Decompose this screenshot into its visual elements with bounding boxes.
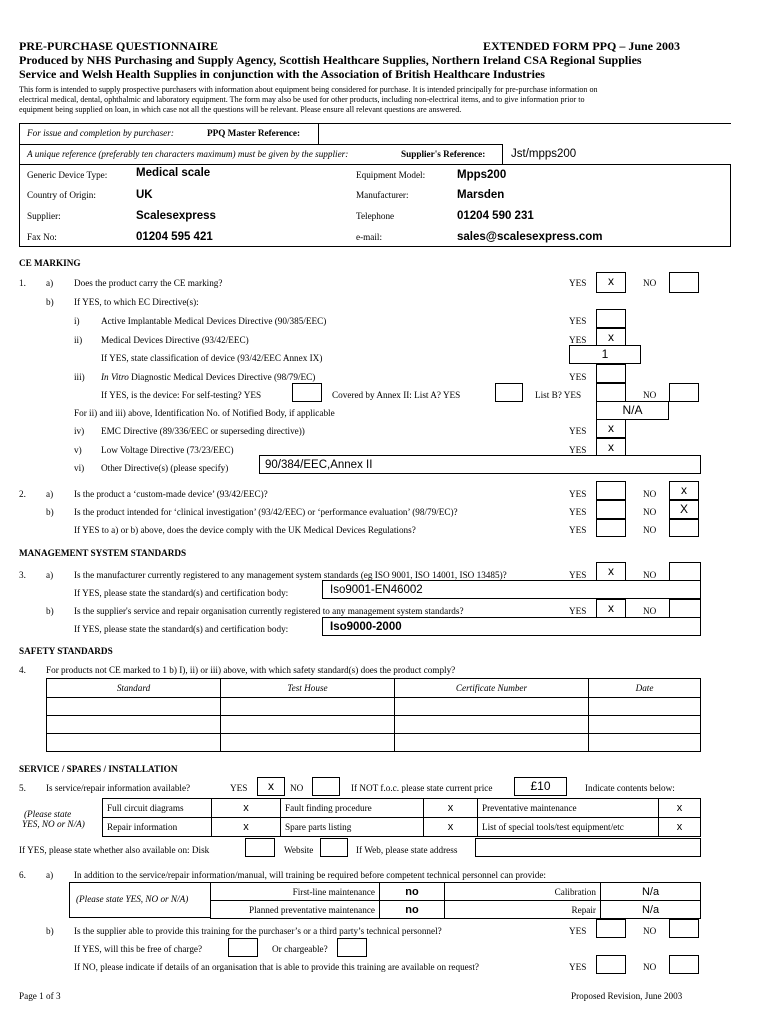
- training-table: [210, 882, 701, 919]
- form-id: EXTENDED FORM PPQ – June 2003: [483, 39, 681, 53]
- q3a-std-label: If YES, please state the standard(s) and certification body:: [74, 588, 289, 598]
- vi-text: Other Directive(s) (please specify): [101, 463, 229, 473]
- training-value[interactable]: no: [380, 901, 445, 919]
- training-value[interactable]: no: [380, 883, 445, 901]
- email-label: e-mail:: [356, 232, 383, 242]
- col-certificate: Certificate Number: [395, 679, 589, 698]
- q6-number: 6.: [19, 870, 26, 880]
- equipment-model-label: Equipment Model:: [356, 170, 426, 180]
- website-box[interactable]: [320, 838, 348, 857]
- other-directive-value: 90/384/EEC,Annex II: [265, 459, 373, 471]
- q2a-text: Is the product a ‘custom-made device’ (93/42/EEC)?: [74, 489, 268, 499]
- service-item-value[interactable]: x: [424, 818, 478, 837]
- no-label: NO: [643, 278, 657, 288]
- col-date: Date: [589, 679, 701, 698]
- q3a-std-value: Iso9001-EN46002: [330, 584, 423, 596]
- no-label: NO: [643, 962, 657, 972]
- q2c-text: If YES to a) or b) above, does the device comply with the UK Medical Devices Regulations?: [74, 525, 416, 535]
- self-testing-yes-box[interactable]: [292, 383, 322, 402]
- q3a-yes-box[interactable]: x: [596, 562, 626, 581]
- ppq-master-input[interactable]: [318, 124, 731, 144]
- service-heading: SERVICE / SPARES / INSTALLATION: [19, 764, 178, 774]
- training-label: Repair: [445, 901, 601, 919]
- yes-label: YES: [569, 445, 587, 455]
- training-label: Calibration: [445, 883, 601, 901]
- telephone-value[interactable]: 01204 590 231: [457, 210, 534, 222]
- yes-label: YES: [569, 489, 587, 499]
- service-item-label: Fault finding procedure: [281, 799, 424, 818]
- q3b-std-label: If YES, please state the standard(s) and certification body:: [74, 624, 289, 634]
- safety-heading: SAFETY STANDARDS: [19, 646, 113, 656]
- q6c-yes-box[interactable]: [596, 955, 626, 974]
- free-of-charge-label: If YES, will this be free of charge?: [74, 944, 203, 954]
- list-b-no-box[interactable]: [669, 383, 699, 402]
- training-value[interactable]: N/a: [601, 883, 701, 901]
- q2c-yes-box[interactable]: [596, 519, 626, 537]
- classification-text: If YES, state classification of device (93/42/EEC Annex IX): [101, 353, 323, 363]
- training-label: First-line maintenance: [211, 883, 380, 901]
- notified-body-text: For ii) and iii) above, Identification No. of Notified Body, if applicable: [74, 408, 335, 418]
- page-number: Page 1 of 3: [19, 991, 61, 1001]
- q3a-text: Is the manufacturer currently registered to any management system standards (eg ISO 9001, ISO 14001, ISO 13485)?: [74, 570, 507, 580]
- ii-yes-box[interactable]: x: [596, 328, 626, 347]
- q3b-no-box[interactable]: [669, 599, 701, 618]
- yes-label: YES: [569, 507, 587, 517]
- i-num: i): [74, 316, 80, 326]
- q6a-text: In addition to the service/repair information/manual, will training be required before competent technical personnel can provide:: [74, 870, 546, 880]
- manufacturer-value[interactable]: Marsden: [457, 189, 505, 201]
- supplier-ref-note: A unique reference (preferably ten characters maximum) must be given by the supplier:: [27, 149, 349, 159]
- training-value[interactable]: N/a: [601, 901, 701, 919]
- mgmt-heading: MANAGEMENT SYSTEM STANDARDS: [19, 548, 187, 558]
- q1a-no-box[interactable]: [669, 272, 699, 293]
- also-available-label: If YES, please state whether also available on: Disk: [19, 845, 210, 855]
- q1-number: 1.: [19, 278, 26, 288]
- q2b-yes-box[interactable]: [596, 500, 626, 519]
- service-item-label: List of special tools/test equipment/etc: [478, 818, 659, 837]
- yes-label: YES: [569, 278, 587, 288]
- service-item-label: Repair information: [103, 818, 212, 837]
- chargeable-label: Or chargeable?: [272, 944, 328, 954]
- telephone-label: Telephone: [356, 211, 395, 221]
- service-item-value[interactable]: x: [212, 818, 281, 837]
- q6a-letter: a): [46, 870, 54, 880]
- q1b-text: If YES, to which EC Directive(s):: [74, 297, 199, 307]
- q6b-no-box[interactable]: [669, 919, 699, 938]
- q6c-text: If NO, please indicate if details of an organisation that is able to provide this training are available on request?: [74, 962, 479, 972]
- q6b-yes-box[interactable]: [596, 919, 626, 938]
- col-test-house: Test House: [221, 679, 395, 698]
- list-a-yes-box[interactable]: [495, 383, 523, 402]
- price-input[interactable]: £10: [514, 777, 567, 796]
- q3a-no-box[interactable]: [669, 562, 701, 581]
- yes-label: YES: [569, 316, 587, 326]
- iii-num: iii): [74, 372, 85, 382]
- service-item-value[interactable]: x: [212, 799, 281, 818]
- iii-rest: Diagnostic Medical Devices Directive (98/79/EC): [128, 372, 316, 382]
- q6c-no-box[interactable]: [669, 955, 699, 974]
- service-item-value[interactable]: x: [659, 799, 701, 818]
- intro-line1: This form is intended to supply prospective purchasers with information about equipment being considered for purchase. It is intended principally for pre-purchase information on: [19, 85, 598, 94]
- yes-label: YES: [569, 372, 587, 382]
- no-label: NO: [643, 489, 657, 499]
- fax-label: Fax No:: [27, 232, 57, 242]
- web-address-input[interactable]: [475, 838, 701, 857]
- iii-yes-box[interactable]: [596, 364, 626, 383]
- q2a-no-box[interactable]: x: [669, 481, 699, 500]
- form-title: PRE-PURCHASE QUESTIONNAIRE: [19, 39, 219, 53]
- q5-no-box[interactable]: [312, 777, 340, 796]
- manufacturer-label: Manufacturer:: [356, 190, 409, 200]
- produced-by-line2: Service and Welsh Health Supplies in conjunction with the Association of British Healthcare Industries: [19, 67, 545, 81]
- q2a-yes-box[interactable]: [596, 481, 626, 500]
- v-num: v): [74, 445, 82, 455]
- q5-yes-box[interactable]: x: [257, 777, 285, 796]
- no-label: NO: [643, 390, 657, 400]
- web-address-label: If Web, please state address: [356, 845, 458, 855]
- list-b-yes-box[interactable]: [596, 383, 626, 402]
- q2c-no-box[interactable]: [669, 519, 699, 537]
- q3b-yes-box[interactable]: x: [596, 599, 626, 618]
- equipment-model-value[interactable]: Mpps200: [457, 169, 507, 181]
- state-note-1: (Please state: [24, 809, 72, 819]
- table-row[interactable]: [47, 716, 701, 734]
- classification-input[interactable]: 1: [569, 345, 641, 364]
- i-yes-box[interactable]: [596, 309, 626, 328]
- q6b-letter: b): [46, 926, 54, 936]
- no-label: NO: [643, 507, 657, 517]
- q1a-letter: a): [46, 278, 54, 288]
- supplier-value[interactable]: Scalesexpress: [136, 210, 216, 222]
- vi-num: vi): [74, 463, 85, 473]
- v-text: Low Voltage Directive (73/23/EEC): [101, 445, 234, 455]
- q3a-letter: a): [46, 570, 54, 580]
- disk-box[interactable]: [245, 838, 275, 857]
- yes-label: YES: [569, 525, 587, 535]
- q3b-std-value: Iso9000-2000: [330, 621, 402, 633]
- service-item-label: Spare parts listing: [281, 818, 424, 837]
- v-yes-box[interactable]: x: [596, 438, 626, 457]
- q4-text: For products not CE marked to 1 b) I), ii) or iii) above, with which safety standard(s) does the product comply?: [46, 665, 456, 675]
- chargeable-box[interactable]: [337, 938, 367, 957]
- q2b-letter: b): [46, 507, 54, 517]
- q2b-text: Is the product intended for ‘clinical investigation’ (93/42/EEC) or ‘performance evaluation’ (98/79/EC)?: [74, 507, 458, 517]
- email-value[interactable]: sales@scalesexpress.com: [457, 231, 603, 243]
- safety-standards-table: [46, 678, 701, 752]
- self-testing-text: If YES, is the device: For self-testing? YES: [101, 390, 262, 400]
- ii-text: Medical Devices Directive (93/42/EEC): [101, 335, 249, 345]
- q1a-text: Does the product carry the CE marking?: [74, 278, 223, 288]
- yes-label: YES: [230, 783, 248, 793]
- no-label: NO: [643, 525, 657, 535]
- intro-line3: equipment being supplied on loan, in which case not all the questions will be relevant. Please ensure all relevant questions are answered.: [19, 105, 462, 114]
- website-label: Website: [284, 845, 314, 855]
- q1b-letter: b): [46, 297, 54, 307]
- no-label: NO: [643, 926, 657, 936]
- iii-text: [101, 372, 315, 383]
- supplier-ref-value: Jst/mpps200: [511, 148, 577, 160]
- q4-number: 4.: [19, 665, 26, 675]
- produced-by-line1: Produced by NHS Purchasing and Supply Agency, Scottish Healthcare Supplies, Northern Ireland CSA Regional Supplies: [19, 53, 642, 67]
- country-value[interactable]: UK: [136, 189, 153, 201]
- ce-marking-heading: CE MARKING: [19, 258, 81, 268]
- generic-device-label: Generic Device Type:: [27, 170, 108, 180]
- generic-device-value[interactable]: Medical scale: [136, 167, 211, 179]
- supplier-ref-label: Supplier's Reference:: [401, 149, 486, 159]
- service-item-label: Full circuit diagrams: [103, 799, 212, 818]
- q5-text: Is service/repair information available?: [46, 783, 191, 793]
- col-standard: Standard: [47, 679, 221, 698]
- service-item-value[interactable]: x: [424, 799, 478, 818]
- purchaser-note: For issue and completion by purchaser:: [27, 128, 174, 138]
- yes-label: YES: [569, 570, 587, 580]
- q2a-letter: a): [46, 489, 54, 499]
- q2-number: 2.: [19, 489, 26, 499]
- state-note-2: YES, NO or N/A): [22, 819, 85, 829]
- table-row[interactable]: [47, 734, 701, 752]
- q3b-letter: b): [46, 606, 54, 616]
- contents-label: Indicate contents below:: [585, 783, 675, 793]
- notified-body-input[interactable]: N/A: [596, 401, 669, 420]
- q5-number: 5.: [19, 783, 26, 793]
- supplier-label: Supplier:: [27, 211, 61, 221]
- i-text: Active Implantable Medical Devices Directive (90/385/EEC): [101, 316, 327, 326]
- no-label: NO: [643, 606, 657, 616]
- iv-text: EMC Directive (89/336/EEC or superseding directive)): [101, 426, 305, 436]
- yes-label: YES: [569, 606, 587, 616]
- revision-note: Proposed Revision, June 2003: [571, 991, 683, 1001]
- q2b-no-box[interactable]: X: [669, 500, 699, 519]
- no-label: NO: [290, 783, 304, 793]
- yes-label: YES: [569, 962, 587, 972]
- annex-list-a-text: Covered by Annex II: List A? YES: [332, 390, 461, 400]
- ii-num: ii): [74, 335, 83, 345]
- service-item-value[interactable]: x: [659, 818, 701, 837]
- no-label: NO: [643, 570, 657, 580]
- q3b-text: Is the supplier's service and repair organisation currently registered to any management system standards?: [74, 606, 464, 616]
- intro-line2: electrical medical, dental, ophthalmic and laboratory equipment. The form may also be used for other products, including non-electrical items, and to give information prior to: [19, 95, 585, 104]
- q3-number: 3.: [19, 570, 26, 580]
- training-label: Planned preventative maintenance: [211, 901, 380, 919]
- yes-label: YES: [569, 426, 587, 436]
- price-label: If NOT f.o.c. please state current price: [351, 783, 493, 793]
- q6b-text: Is the supplier able to provide this training for the purchaser’s or a third party’s technical personnel?: [74, 926, 442, 936]
- free-of-charge-box[interactable]: [228, 938, 258, 957]
- yes-label: YES: [569, 926, 587, 936]
- country-label: Country of Origin:: [27, 190, 96, 200]
- training-note: (Please state YES, NO or N/A): [76, 894, 189, 904]
- table-row[interactable]: [47, 698, 701, 716]
- service-item-label: Preventative maintenance: [478, 799, 659, 818]
- yes-label: YES: [569, 335, 587, 345]
- q1a-yes-box[interactable]: x: [596, 272, 626, 293]
- ppq-master-label: PPQ Master Reference:: [207, 128, 301, 138]
- divider: [19, 164, 731, 165]
- iv-yes-box[interactable]: x: [596, 419, 626, 438]
- fax-value[interactable]: 01204 595 421: [136, 231, 213, 243]
- iv-num: iv): [74, 426, 85, 436]
- list-b-text: List B? YES: [535, 390, 582, 400]
- service-contents-table: [102, 798, 701, 837]
- iii-italic: In Vitro: [101, 372, 129, 382]
